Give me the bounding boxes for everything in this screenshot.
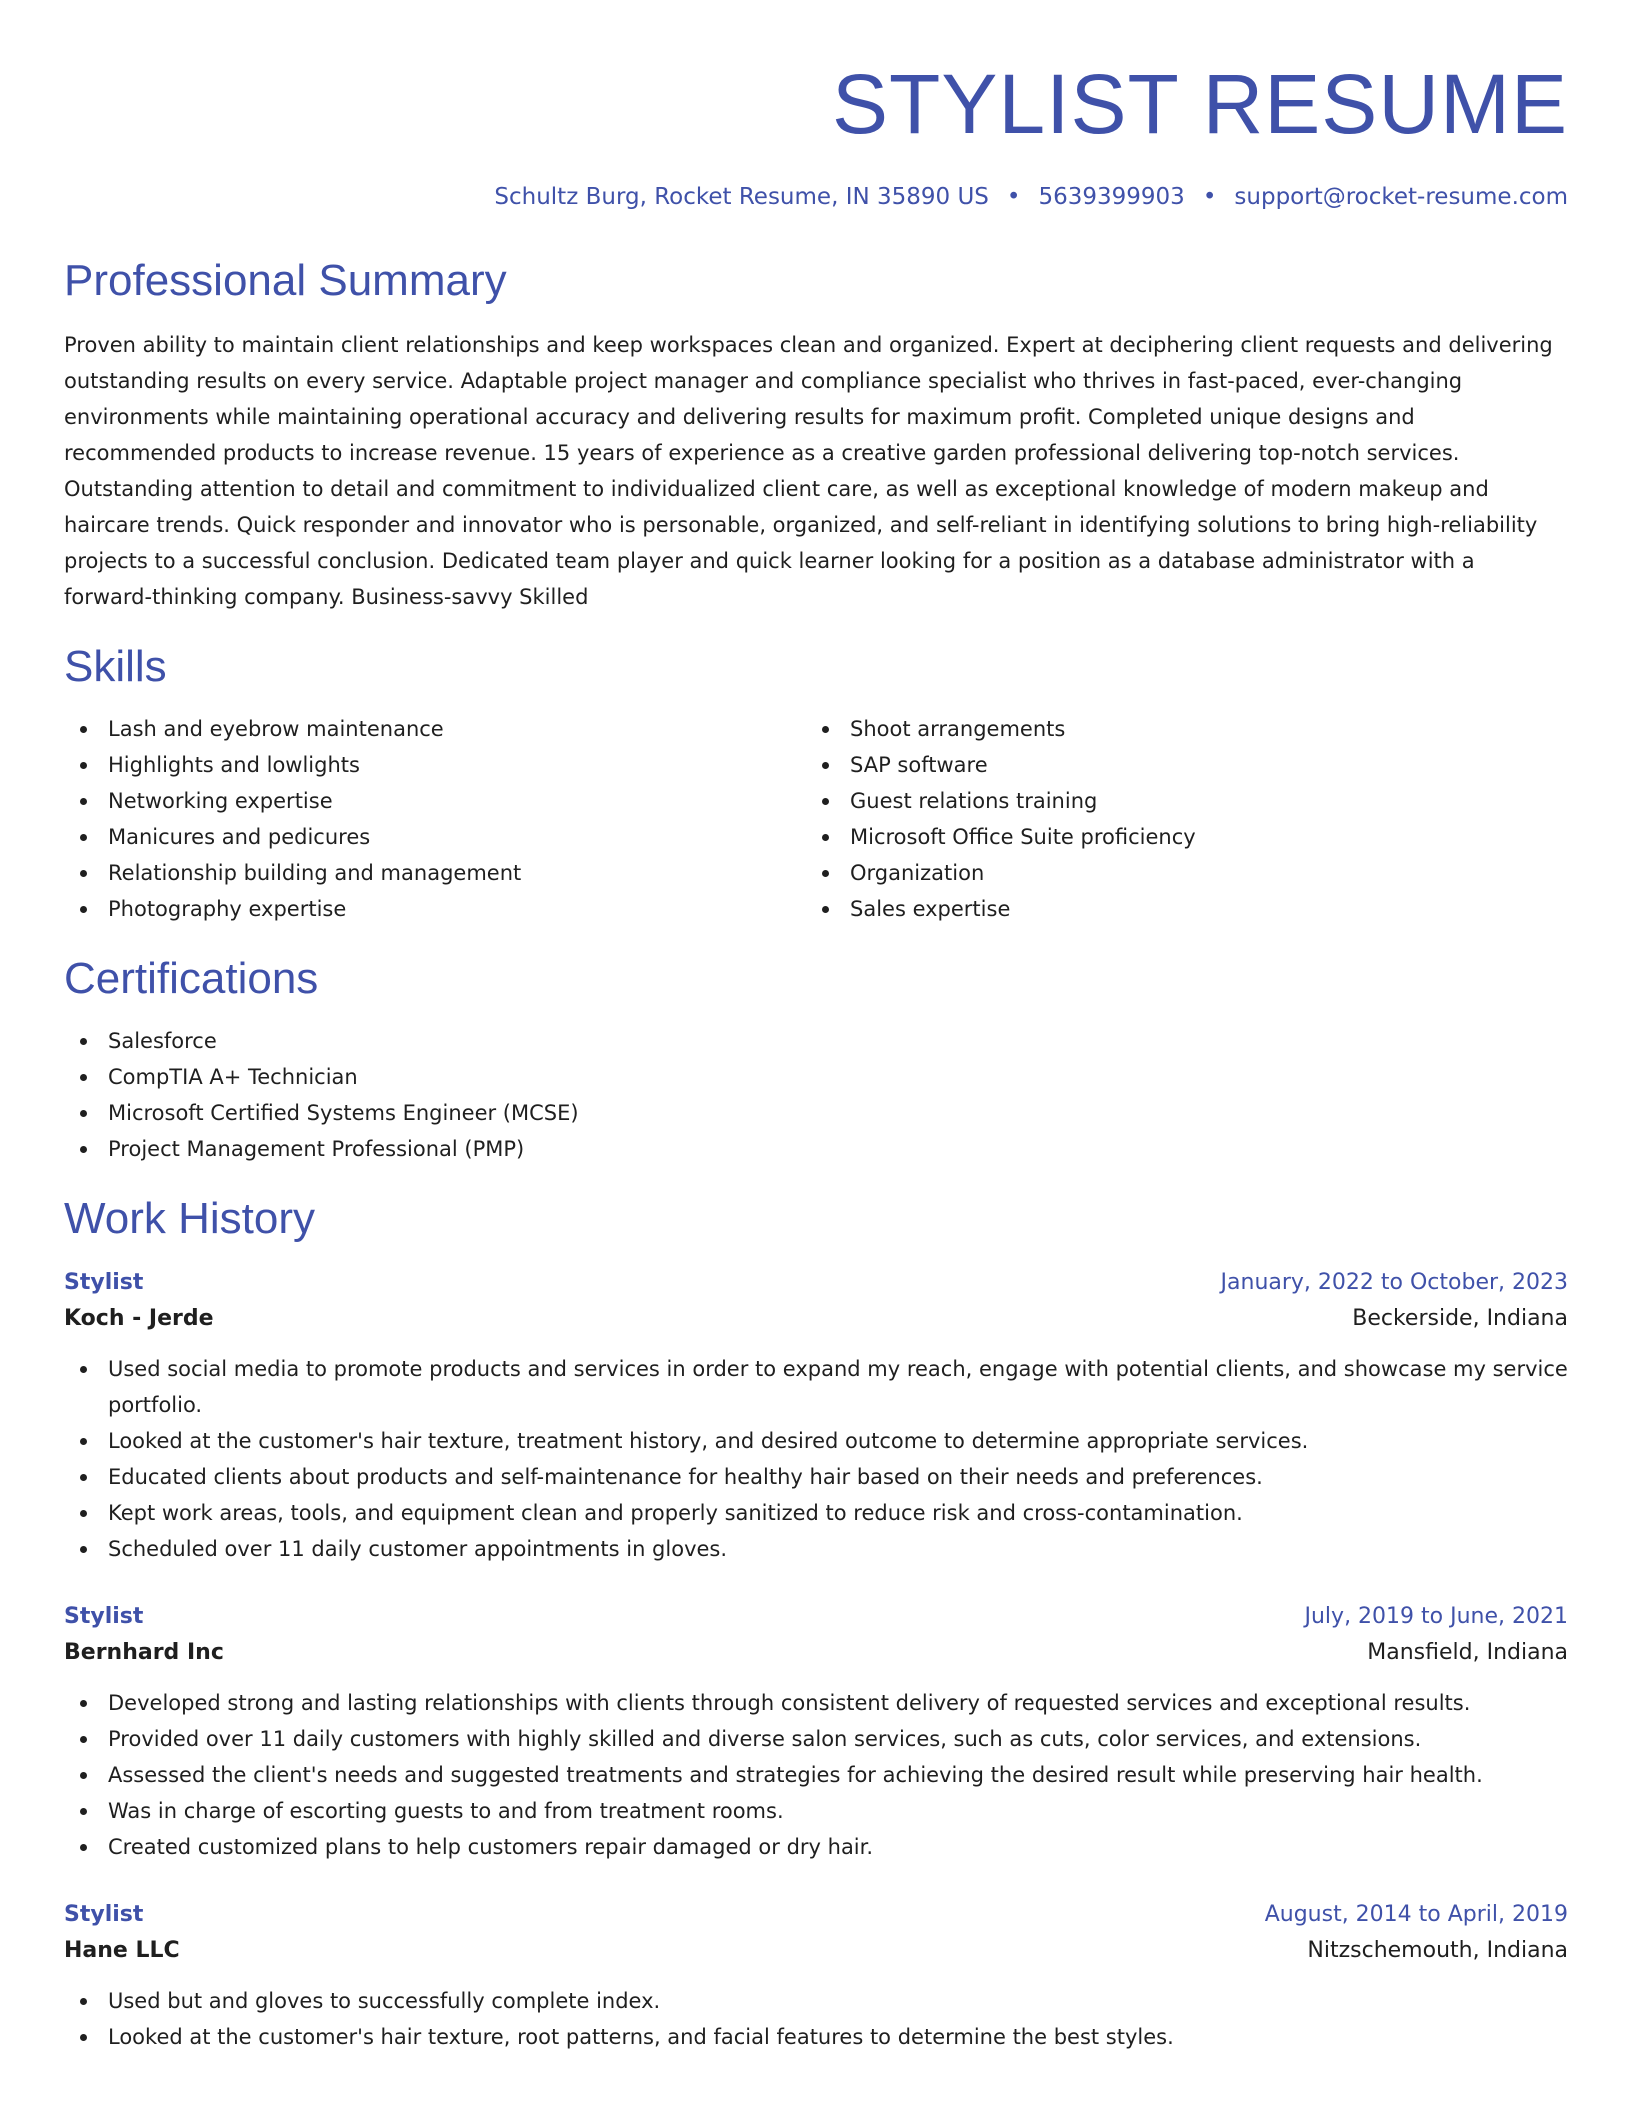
job-bullets xyxy=(64,1351,1568,1567)
job-title: Stylist xyxy=(64,1270,144,1295)
skills-list-right xyxy=(806,711,1548,927)
job-bullet: Kept work areas, tools, and equipment clean and properly sanitized to reduce risk and cross-contamination. xyxy=(64,1495,1568,1531)
job-dates: August, 2014 to April, 2019 xyxy=(1264,1902,1568,1927)
job-bullets xyxy=(64,1685,1568,1865)
certification-item: Salesforce xyxy=(64,1023,1568,1059)
job-title-row xyxy=(64,1265,1568,1301)
job-entry xyxy=(64,1265,1568,1567)
contact-line xyxy=(64,186,1568,209)
skill-item: Networking expertise xyxy=(64,783,806,819)
job-bullet: Assessed the client's needs and suggested treatments and strategies for achieving the desired result while preserving hair health. xyxy=(64,1757,1568,1793)
job-entry xyxy=(64,1897,1568,2055)
summary-heading: Professional Summary xyxy=(64,256,507,305)
certifications-list xyxy=(64,1023,1568,1167)
job-bullet: Used but and gloves to successfully complete index. xyxy=(64,1983,1568,2019)
skill-item: Highlights and lowlights xyxy=(64,747,806,783)
resume-header xyxy=(64,0,1568,209)
job-bullet: Created customized plans to help customers repair damaged or dry hair. xyxy=(64,1829,1568,1865)
job-bullet: Scheduled over 11 daily customer appointments in gloves. xyxy=(64,1531,1568,1567)
skills-list-left xyxy=(64,711,806,927)
job-location: Nitzschemouth, Indiana xyxy=(1307,1938,1568,1963)
skill-item: Relationship building and management xyxy=(64,855,806,891)
job-company-row xyxy=(64,1635,1568,1671)
contact-email[interactable]: support@rocket-resume.com xyxy=(1234,184,1568,210)
skills-heading: Skills xyxy=(64,642,167,691)
job-company-row xyxy=(64,1301,1568,1337)
job-bullet: Looked at the customer's hair texture, treatment history, and desired outcome to determine appropriate services. xyxy=(64,1423,1568,1459)
skill-item: SAP software xyxy=(806,747,1548,783)
skills-grid xyxy=(64,711,1568,927)
contact-address: Schultz Burg, Rocket Resume, IN 35890 US xyxy=(494,184,989,210)
certification-item: Microsoft Certified Systems Engineer (MCSE) xyxy=(64,1095,1568,1131)
skill-item: Sales expertise xyxy=(806,891,1548,927)
contact-separator: • xyxy=(1006,184,1021,210)
job-location: Mansfield, Indiana xyxy=(1367,1640,1568,1665)
job-location: Beckerside, Indiana xyxy=(1352,1306,1568,1331)
job-title: Stylist xyxy=(64,1604,144,1629)
job-company: Hane LLC xyxy=(64,1938,180,1963)
job-company: Koch - Jerde xyxy=(64,1306,214,1331)
resume-name: STYLIST RESUME xyxy=(832,57,1568,151)
job-company-row xyxy=(64,1933,1568,1969)
job-title-row xyxy=(64,1599,1568,1635)
skill-item: Organization xyxy=(806,855,1548,891)
job-bullet: Developed strong and lasting relationships with clients through consistent delivery of requested services and exceptional results. xyxy=(64,1685,1568,1721)
job-bullet: Used social media to promote products and services in order to expand my reach, engage with potential clients, and showcase my service portfolio. xyxy=(64,1351,1568,1423)
job-dates: January, 2022 to October, 2023 xyxy=(1220,1270,1568,1295)
certifications-heading: Certifications xyxy=(64,954,319,1003)
job-title: Stylist xyxy=(64,1902,144,1927)
skill-item: Lash and eyebrow maintenance xyxy=(64,711,806,747)
job-title-row xyxy=(64,1897,1568,1933)
job-company: Bernhard Inc xyxy=(64,1640,224,1665)
job-bullet: Was in charge of escorting guests to and from treatment rooms. xyxy=(64,1793,1568,1829)
job-bullet: Looked at the customer's hair texture, root patterns, and facial features to determine the best styles. xyxy=(64,2019,1568,2055)
certification-item: CompTIA A+ Technician xyxy=(64,1059,1568,1095)
job-bullet: Educated clients about products and self-maintenance for healthy hair based on their needs and preferences. xyxy=(64,1459,1568,1495)
skill-item: Shoot arrangements xyxy=(806,711,1548,747)
skill-item: Manicures and pedicures xyxy=(64,819,806,855)
job-bullet: Provided over 11 daily customers with highly skilled and diverse salon services, such as cuts, color services, and extensions. xyxy=(64,1721,1568,1757)
skill-item: Guest relations training xyxy=(806,783,1548,819)
certification-item: Project Management Professional (PMP) xyxy=(64,1131,1568,1167)
job-entry xyxy=(64,1599,1568,1865)
contact-separator: • xyxy=(1202,184,1217,210)
job-bullets xyxy=(64,1983,1568,2055)
skill-item: Photography expertise xyxy=(64,891,806,927)
work-history-heading: Work History xyxy=(64,1194,315,1243)
job-dates: July, 2019 to June, 2021 xyxy=(1304,1604,1568,1629)
summary-text: Proven ability to maintain client relationships and keep workspaces clean and organized. Expert at deciphering client requests and delivering outstanding results on every service. Adaptable project manager and compliance specialist who thrives in fast-paced, ever-changing environments while maintaining operational accuracy and delivering results for maximum profit. Completed unique designs and recommended products to increase revenue. 15 years of experience as a creative garden professional delivering top-notch services. Outstanding attention to detail and commitment to individualized client care, as well as exceptional knowledge of modern makeup and haircare trends. Quick responder and innovator who is personable, organized, and self-reliant in identifying solutions to bring high-reliability projects to a successful conclusion. Dedicated team player and quick learner looking for a position as a database administrator with a forward-thinking company. Business-savvy Skilled xyxy=(64,333,1553,609)
skill-item: Microsoft Office Suite proficiency xyxy=(806,819,1548,855)
contact-phone[interactable]: 5639399903 xyxy=(1038,184,1185,210)
